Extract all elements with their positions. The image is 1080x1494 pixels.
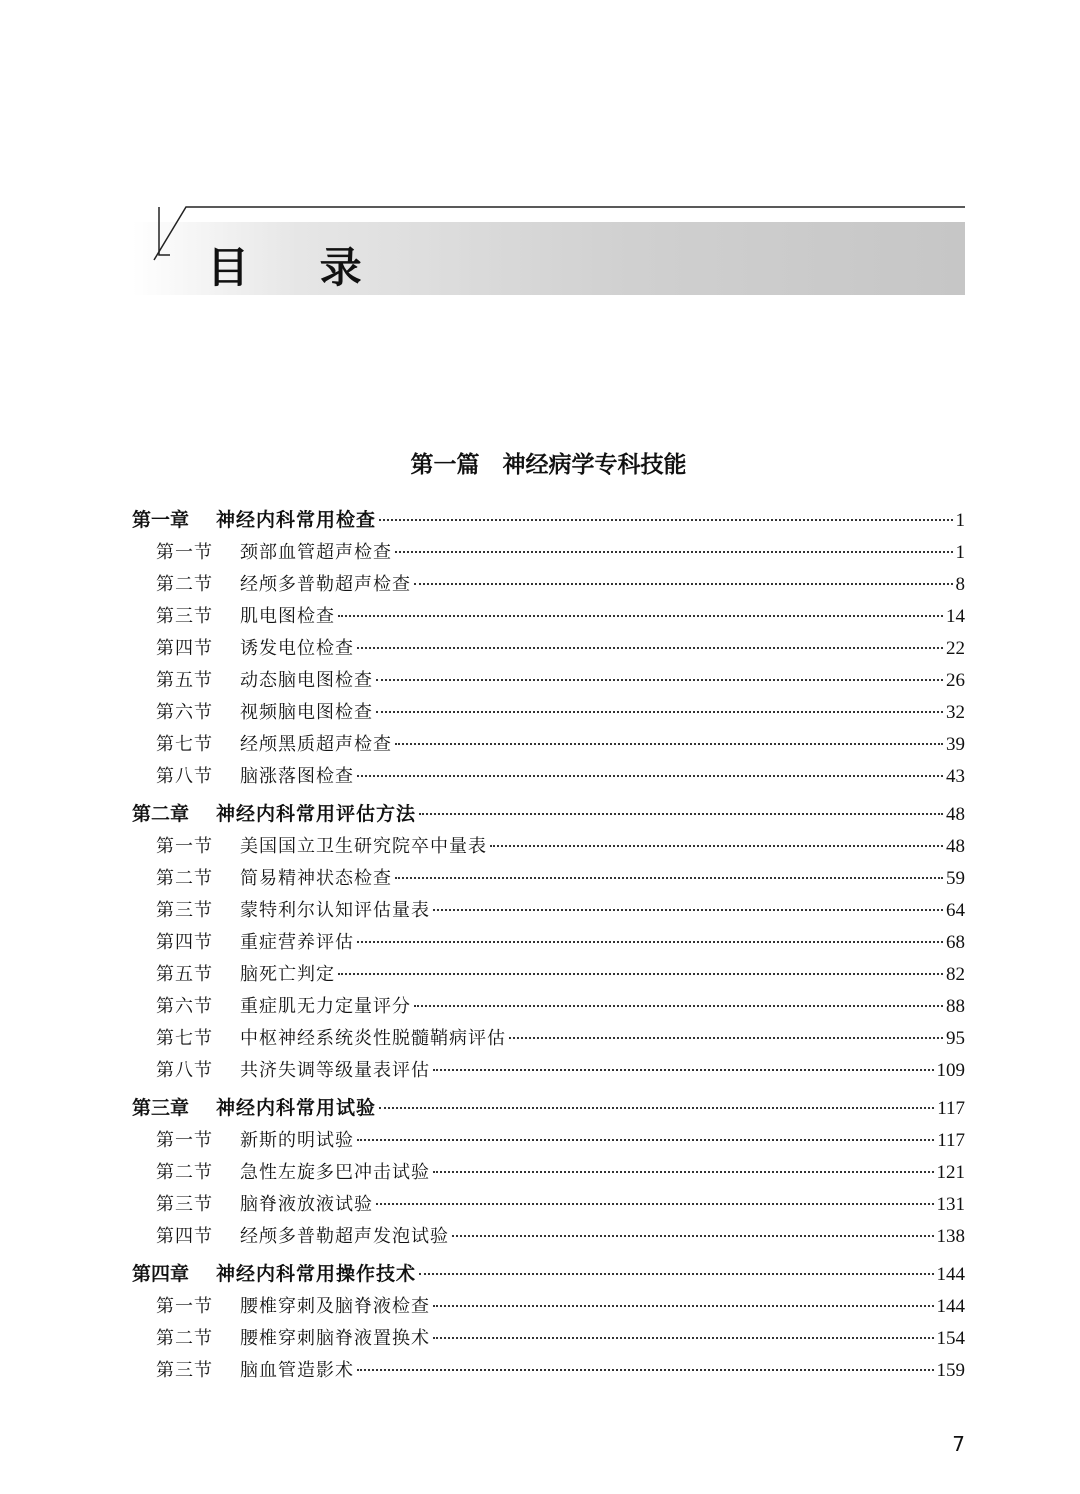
toc-section-entry[interactable] (132, 1356, 965, 1388)
toc-section-entry-number: 第八节 (156, 766, 213, 787)
toc-section-entry[interactable] (132, 864, 965, 896)
toc-section-entry-title: 经颅黑质超声检查 (240, 734, 392, 755)
toc-section-entry-number: 第三节 (156, 606, 213, 627)
toc-section-entry[interactable] (132, 992, 965, 1024)
toc-chapter-entry-number: 第一章 (132, 509, 190, 531)
toc-section-entry[interactable] (132, 666, 965, 698)
toc-header (132, 205, 965, 295)
toc-section-entry-page: 1 (955, 542, 965, 563)
toc-section-entry-title: 脑血管造影术 (240, 1360, 354, 1381)
leader-dots (357, 1369, 934, 1371)
toc-section-entry-number: 第二节 (156, 1328, 213, 1349)
toc-section-entry[interactable] (132, 698, 965, 730)
toc-section-entry-page: 43 (946, 766, 965, 787)
toc-section-entry-page: 8 (955, 574, 965, 595)
toc-section-entry-number: 第三节 (156, 900, 213, 921)
toc-section-entry-number: 第五节 (156, 964, 213, 985)
toc-chapter-entry-title: 神经内科常用试验 (216, 1097, 377, 1119)
toc-section-entry-number: 第一节 (156, 542, 213, 563)
toc-section-entry[interactable] (132, 634, 965, 666)
toc-chapter-entry-page: 144 (936, 1264, 965, 1285)
toc-section-entry-page: 26 (946, 670, 965, 691)
toc-section-entry-title: 经颅多普勒超声检查 (240, 574, 411, 595)
toc-chapter-entry-number: 第四章 (132, 1263, 190, 1285)
toc-section-entry-number: 第三节 (156, 1360, 213, 1381)
toc-section-entry-number: 第六节 (156, 702, 213, 723)
leader-dots (433, 1069, 934, 1071)
toc-section-entry-title: 诱发电位检查 (240, 638, 354, 659)
toc-section-entry-number: 第二节 (156, 574, 213, 595)
toc-section-entry-number: 第一节 (156, 1130, 213, 1151)
toc-section-entry-page: 95 (946, 1028, 965, 1049)
toc-section-entry-title: 重症营养评估 (240, 932, 354, 953)
toc-chapter-entry-title: 神经内科常用评估方法 (216, 803, 417, 825)
toc-section-entry-title: 重症肌无力定量评分 (240, 996, 411, 1017)
toc-section-entry-number: 第八节 (156, 1060, 213, 1081)
toc-section-entry-page: 159 (936, 1360, 965, 1381)
leader-dots (509, 1037, 943, 1039)
toc-section-entry-number: 第三节 (156, 1194, 213, 1215)
toc-section-entry-page: 39 (946, 734, 965, 755)
toc-section-entry-title: 脑脊液放液试验 (240, 1194, 373, 1215)
toc-section-entry-title: 中枢神经系统炎性脱髓鞘病评估 (240, 1028, 506, 1049)
toc-section-entry-page: 88 (946, 996, 965, 1017)
toc-section-entry-title: 美国国立卫生研究院卒中量表 (240, 836, 487, 857)
toc-section-entry-page: 138 (936, 1226, 965, 1247)
leader-dots (452, 1235, 934, 1237)
toc-section-entry-page: 154 (936, 1328, 965, 1349)
page-title: 目 录 (207, 243, 390, 292)
leader-dots (433, 1171, 934, 1173)
toc-chapter-entry[interactable] (132, 505, 965, 538)
leader-dots (490, 845, 943, 847)
toc-chapter-entry-number: 第三章 (132, 1097, 190, 1119)
toc-section-entry[interactable] (132, 602, 965, 634)
toc-section-entry[interactable] (132, 896, 965, 928)
leader-dots (433, 1337, 934, 1339)
leader-dots (357, 775, 943, 777)
leader-dots (395, 743, 943, 745)
toc-section-entry-number: 第七节 (156, 734, 213, 755)
toc-section-entry-page: 109 (936, 1060, 965, 1081)
table-of-contents (132, 505, 965, 1388)
leader-dots (376, 711, 943, 713)
toc-section-entry[interactable] (132, 960, 965, 992)
toc-section-entry[interactable] (132, 570, 965, 602)
toc-chapter-entry-page: 117 (937, 1098, 965, 1119)
toc-section-entry-page: 144 (936, 1296, 965, 1317)
toc-section-entry[interactable] (132, 1158, 965, 1190)
toc-section-entry-page: 117 (937, 1130, 965, 1151)
toc-chapter-entry-title: 神经内科常用操作技术 (216, 1263, 417, 1285)
toc-section-entry-number: 第五节 (156, 670, 213, 691)
leader-dots (376, 1203, 934, 1205)
toc-section-entry-title: 简易精神状态检查 (240, 868, 392, 889)
leader-dots (433, 909, 943, 911)
toc-section-entry-page: 22 (946, 638, 965, 659)
toc-section-entry[interactable] (132, 1056, 965, 1088)
toc-chapter-entry-page: 48 (946, 804, 965, 825)
leader-dots (433, 1305, 934, 1307)
leader-dots (414, 583, 953, 585)
leader-dots (419, 1273, 933, 1275)
toc-section-entry-page: 48 (946, 836, 965, 857)
toc-section-entry-page: 131 (936, 1194, 965, 1215)
toc-chapter-entry[interactable] (132, 1093, 965, 1126)
toc-chapter-entry[interactable] (132, 1259, 965, 1292)
toc-section-entry-title: 颈部血管超声检查 (240, 542, 392, 563)
toc-section-entry-title: 急性左旋多巴冲击试验 (240, 1162, 430, 1183)
toc-section-entry[interactable] (132, 1190, 965, 1222)
leader-dots (419, 813, 943, 815)
toc-section-entry-number: 第二节 (156, 1162, 213, 1183)
leader-dots (414, 1005, 943, 1007)
toc-section-entry[interactable] (132, 1222, 965, 1254)
toc-section-entry-title: 经颅多普勒超声发泡试验 (240, 1226, 449, 1247)
toc-section-entry-number: 第四节 (156, 1226, 213, 1247)
toc-section-entry-title: 腰椎穿刺脑脊液置换术 (240, 1328, 430, 1349)
toc-section-entry[interactable] (132, 730, 965, 762)
toc-chapter-entry-number: 第二章 (132, 803, 190, 825)
toc-section-entry-title: 视频脑电图检查 (240, 702, 373, 723)
toc-section-entry-number: 第二节 (156, 868, 213, 889)
toc-section-entry-title: 动态脑电图检查 (240, 670, 373, 691)
leader-dots (395, 551, 953, 553)
toc-section-entry-title: 蒙特利尔认知评估量表 (240, 900, 430, 921)
toc-section-entry-number: 第七节 (156, 1028, 213, 1049)
toc-section-entry-title: 新斯的明试验 (240, 1130, 354, 1151)
leader-dots (357, 647, 943, 649)
toc-section-entry[interactable] (132, 1292, 965, 1324)
toc-section-entry-page: 59 (946, 868, 965, 889)
leader-dots (357, 941, 943, 943)
toc-section-entry[interactable] (132, 832, 965, 864)
toc-section-entry[interactable] (132, 1324, 965, 1356)
leader-dots (379, 1107, 934, 1109)
leader-dots (376, 679, 943, 681)
toc-section-entry-number: 第一节 (156, 1296, 213, 1317)
toc-section-entry-page: 68 (946, 932, 965, 953)
page-number: 7 (952, 1432, 965, 1456)
toc-section-entry-page: 64 (946, 900, 965, 921)
toc-section-entry-page: 32 (946, 702, 965, 723)
part-title: 第一篇 神经病学专科技能 (410, 452, 687, 478)
toc-section-entry-title: 脑死亡判定 (240, 964, 335, 985)
toc-section-entry-number: 第一节 (156, 836, 213, 857)
toc-section-entry-number: 第四节 (156, 638, 213, 659)
leader-dots (379, 519, 952, 521)
toc-chapter-entry[interactable] (132, 799, 965, 832)
toc-section-entry-number: 第六节 (156, 996, 213, 1017)
toc-section-entry-page: 82 (946, 964, 965, 985)
toc-section-entry[interactable] (132, 1024, 965, 1056)
leader-dots (338, 615, 943, 617)
leader-dots (357, 1139, 934, 1141)
toc-section-entry[interactable] (132, 928, 965, 960)
toc-section-entry-title: 共济失调等级量表评估 (240, 1060, 430, 1081)
leader-dots (395, 877, 943, 879)
toc-section-entry-page: 121 (936, 1162, 965, 1183)
toc-section-entry[interactable] (132, 538, 965, 570)
toc-section-entry-title: 肌电图检查 (240, 606, 335, 627)
toc-section-entry-title: 脑涨落图检查 (240, 766, 354, 787)
toc-chapter-entry-title: 神经内科常用检查 (216, 509, 377, 531)
toc-section-entry-title: 腰椎穿刺及脑脊液检查 (240, 1296, 430, 1317)
toc-section-entry-page: 14 (946, 606, 965, 627)
toc-chapter-entry-page: 1 (955, 510, 965, 531)
toc-section-entry-number: 第四节 (156, 932, 213, 953)
leader-dots (338, 973, 943, 975)
toc-section-entry[interactable] (132, 762, 965, 794)
toc-section-entry[interactable] (132, 1126, 965, 1158)
